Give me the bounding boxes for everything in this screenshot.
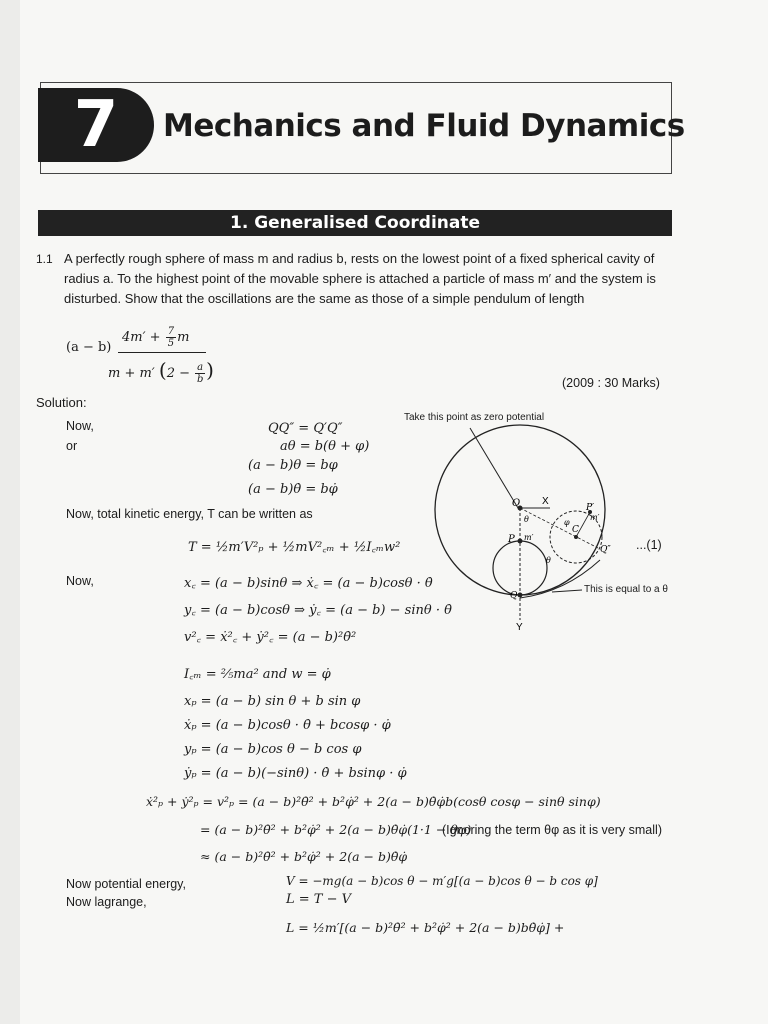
pe-text: Now potential energy, [66, 877, 186, 891]
label-m2: m′ [590, 513, 600, 522]
eq-xc: x꜀ = (a − b)sinθ ⇒ ẋ꜀ = (a − b)cosθ · θ̇ [184, 576, 433, 591]
eq-vp-2-note: (Ignoring the term θφ as it is very small) [442, 823, 662, 837]
ke-equation: T = ½m′V²ₚ + ½mV²꜀ₘ + ½I꜀ₘw² [188, 540, 401, 555]
lagrange-text: Now lagrange, [66, 895, 147, 909]
label-o: O [512, 498, 521, 509]
eq-icm: I꜀ₘ = ⅖ma² and w = φ̇ [184, 667, 331, 682]
point-q [518, 593, 523, 598]
label-q-double-prime: Q″ [600, 545, 611, 555]
now-label-2: Now, [66, 574, 94, 588]
eq-theta-phi: (a − b)θ = bφ [248, 458, 338, 473]
eq-yp: yₚ = (a − b)cos θ − b cos φ [184, 742, 362, 757]
pointer-line [470, 428, 521, 509]
solution-label: Solution: [36, 395, 87, 410]
formula-denominator: m + m′ (2 − $\frac{a}{b}$ ) [108, 358, 214, 385]
label-y: Y [516, 622, 523, 633]
eq-yp-dot: ẏₚ = (a − b)(−sinθ) · θ̇ + bsinφ · φ̇ [184, 766, 407, 781]
label-p: P [508, 534, 515, 545]
eq-xp-dot: ẋₚ = (a − b)cosθ · θ̇ + bcosφ · φ̇ [184, 718, 391, 733]
eq-vp-2: = (a − b)²θ̇² + b²φ̇² + 2(a − b)θ̇φ̇(1·1 − θφ) [200, 822, 472, 837]
label-x: X [542, 496, 549, 507]
label-c: C [572, 525, 579, 535]
problem-statement: A perfectly rough sphere of mass m and radius b, rests on the lowest point of a fixed spherical cavity of radius a. To the highest point of the movable sphere is attached a particle of mass m′ and the system is disturbed. Show that the oscillations are the same as those of a simple pendulum of length [64, 251, 656, 306]
arc-length-note: This is equal to a θ [584, 584, 668, 595]
lagrangian-equation: L = ½m′[(a − b)²θ̇² + b²φ̇² + 2(a − b)bθ̇φ̇] + [286, 920, 565, 935]
lagrange-def: L = T − V [286, 892, 352, 907]
side-pointer [552, 590, 582, 592]
formula-main-bar [118, 352, 206, 353]
chapter-title: Mechanics and Fluid Dynamics [163, 108, 685, 144]
formula-prefix: (a − b) [66, 340, 112, 355]
eq-yc: y꜀ = (a − b)cosθ ⇒ ẏ꜀ = (a − b) − sinθ · θ̇ [184, 603, 452, 618]
pe-equation: V = −mg(a − b)cos θ − m′g[(a − b)cos θ − b cos φ] [286, 874, 598, 888]
point-p [518, 539, 523, 544]
section-heading: 1. Generalised Coordinate [38, 210, 672, 236]
eq-vp-1: ẋ²ₚ + ẏ²ₚ = v²ₚ = (a − b)²θ̇² + b²φ̇² + 2(a − b)θ̇φ̇b(cosθ cosφ − sinθ sinφ) [146, 794, 601, 809]
eq-arc: aθ = b(θ + φ) [280, 439, 370, 454]
label-phi: φ [564, 518, 570, 527]
label-q: Q [510, 591, 518, 601]
or-label: or [66, 439, 78, 453]
point-c [574, 535, 578, 539]
label-theta-bottom: θ [546, 556, 551, 565]
label-p-prime: P′ [586, 503, 595, 513]
equation-ref: ...(1) [636, 538, 662, 552]
ke-text: Now, total kinetic energy, T can be written as [66, 507, 313, 521]
chapter-number: 7 [38, 88, 154, 162]
cavity-diagram [400, 420, 690, 640]
eq-qq: QQ″ = Q′Q″ [268, 421, 343, 436]
formula-numerator: 4m′ + $\frac{7}{5}$ m [122, 326, 190, 349]
eq-theta-phi-dot: (a − b)θ̇ = bφ̇ [248, 482, 338, 497]
radius-line [520, 508, 598, 548]
eq-xp: xₚ = (a − b) sin θ + b sin φ [184, 694, 361, 709]
label-theta-top: θ [524, 515, 529, 524]
eq-vc: v²꜀ = ẋ²꜀ + ẏ²꜀ = (a − b)²θ̇² [184, 630, 357, 645]
zero-potential-note: Take this point as zero potential [404, 412, 545, 423]
problem-number: 1.1 [36, 252, 53, 266]
label-m1: m′ [524, 533, 534, 542]
eq-vp-3: ≈ (a − b)²θ̇² + b²φ̇² + 2(a − b)θ̇φ̇ [200, 849, 408, 864]
problem-marks: (2009 : 30 Marks) [562, 376, 660, 390]
now-label-1: Now, [66, 419, 94, 433]
